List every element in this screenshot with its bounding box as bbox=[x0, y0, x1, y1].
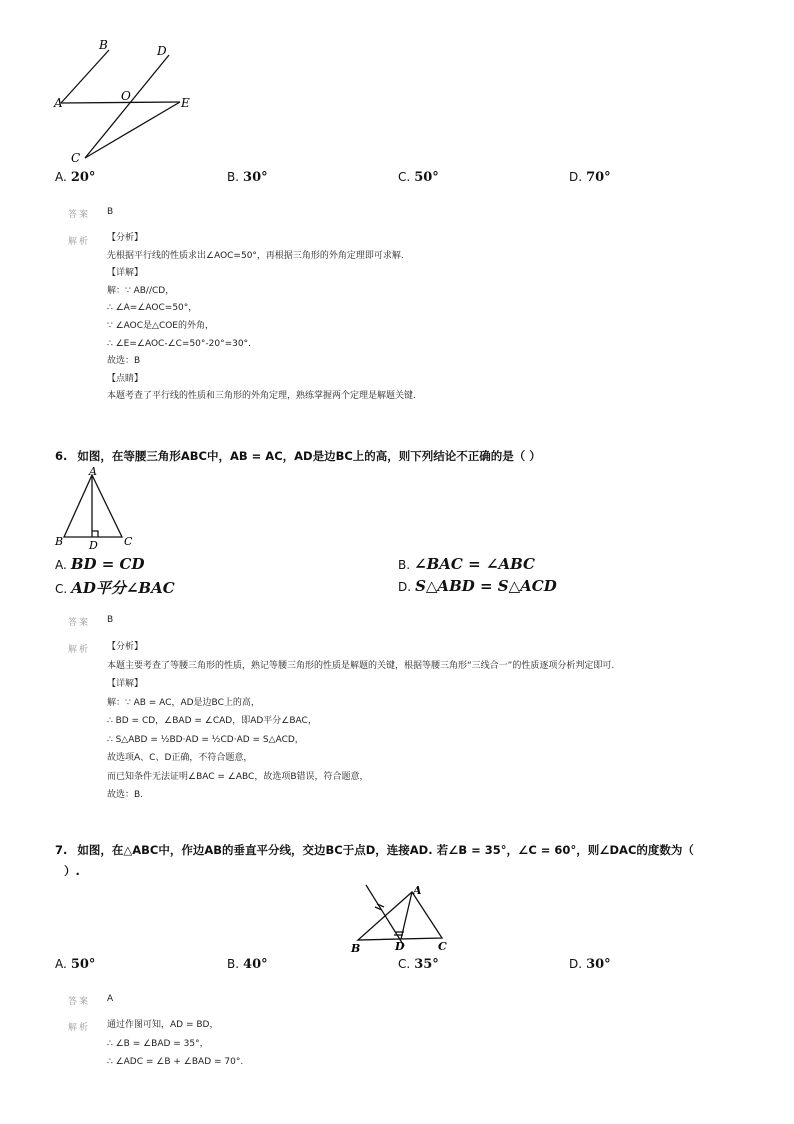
q6-option-b[interactable] bbox=[398, 555, 535, 573]
q7-figure bbox=[348, 880, 453, 958]
solution-line: ∴ BD = CD，∠BAD = ∠CAD，即AD平分∠BAC， bbox=[107, 716, 317, 726]
q7-analysis-label: 解析 bbox=[68, 1023, 91, 1033]
option-value: 40° bbox=[243, 957, 268, 972]
q6-figure bbox=[52, 465, 142, 550]
solution-line: ∴ ∠E=∠AOC-∠C=50°-20°=30°. bbox=[107, 338, 251, 349]
option-letter: D. bbox=[569, 957, 583, 971]
q7-label-b: B bbox=[351, 942, 361, 955]
solution-line: 先根据平行线的性质求出∠AOC=50°，再根据三角形的外角定理即可求解. bbox=[107, 250, 404, 261]
q5-answer-value: B bbox=[107, 207, 114, 217]
q6-analysis-label: 解析 bbox=[68, 645, 91, 655]
solution-line: 解：∵ AB = AC，AD是边BC上的高， bbox=[107, 697, 260, 708]
solution-line: 通过作图可知，AD = BD， bbox=[107, 1020, 219, 1030]
option-letter: A. bbox=[55, 558, 67, 572]
q6-label-d: D bbox=[89, 539, 98, 550]
q5-label-o: O bbox=[121, 89, 131, 103]
solution-line: 故选：B bbox=[107, 356, 141, 367]
option-letter: C. bbox=[398, 170, 411, 184]
option-letter: A. bbox=[55, 957, 67, 971]
q7-answer-value: A bbox=[107, 994, 114, 1004]
option-letter: D. bbox=[398, 580, 412, 594]
solution-line: 故选：B. bbox=[107, 790, 144, 800]
question-text: 如图，在等腰三角形ABC中，AB = AC，AD是边BC上的高，则下列结论不正确的是（ ） bbox=[77, 449, 541, 463]
option-letter: D. bbox=[569, 170, 583, 184]
q6-option-a[interactable] bbox=[55, 555, 144, 573]
option-value: 35° bbox=[414, 957, 439, 972]
option-value: 30° bbox=[586, 957, 611, 972]
q5-answer-label: 答案 bbox=[68, 210, 91, 220]
q7-option-a[interactable] bbox=[55, 957, 95, 972]
option-value: 20° bbox=[70, 170, 96, 185]
option-value: S△ABD = S△ACD bbox=[415, 577, 557, 595]
solution-line: 【点睛】 bbox=[107, 373, 144, 384]
solution-line: 解：∵ AB//CD， bbox=[107, 285, 175, 296]
q5-solution bbox=[107, 230, 416, 406]
q7-solution bbox=[107, 1016, 243, 1072]
q7-option-d[interactable] bbox=[569, 957, 611, 972]
option-letter: B. bbox=[398, 558, 411, 572]
q6-option-c[interactable] bbox=[55, 577, 175, 598]
q7-label-c: C bbox=[438, 940, 447, 953]
option-value: 50° bbox=[70, 957, 96, 972]
q5-option-b[interactable] bbox=[227, 170, 268, 185]
q6-question bbox=[55, 448, 541, 464]
solution-line: 故选项A、C、D正确，不符合题意， bbox=[107, 753, 253, 763]
solution-line: ∴ ∠B = ∠BAD = 35°， bbox=[107, 1038, 209, 1049]
q7-option-c[interactable] bbox=[398, 957, 439, 972]
option-value: AD平分∠BAC bbox=[71, 579, 175, 597]
question-number: 7. bbox=[55, 843, 68, 857]
question-number: 6. bbox=[55, 449, 68, 463]
q7-label-d: D bbox=[395, 940, 405, 953]
q5-analysis-label: 解析 bbox=[68, 237, 91, 247]
q5-option-c[interactable] bbox=[398, 170, 439, 185]
q7-question-cont: ）. bbox=[64, 864, 80, 878]
option-letter: C. bbox=[398, 957, 411, 971]
option-letter: B. bbox=[227, 957, 240, 971]
option-value: ∠BAC = ∠ABC bbox=[414, 555, 535, 573]
option-letter: C. bbox=[55, 582, 68, 596]
q6-solution bbox=[107, 638, 614, 805]
q5-label-c: C bbox=[71, 151, 81, 165]
q5-label-b: B bbox=[99, 40, 108, 52]
solution-line: ∴ ∠ADC = ∠B + ∠BAD = 70°. bbox=[107, 1057, 244, 1067]
solution-line: ∴ S△ABD = ½BD·AD = ½CD·AD = S△ACD， bbox=[107, 734, 304, 745]
q6-option-d[interactable] bbox=[398, 577, 557, 595]
solution-line: 【详解】 bbox=[107, 679, 144, 689]
q5-label-e: E bbox=[181, 96, 190, 110]
solution-line: 【详解】 bbox=[107, 268, 144, 279]
option-letter: A. bbox=[55, 170, 67, 184]
q5-option-d[interactable] bbox=[569, 170, 611, 185]
solution-line: 【分析】 bbox=[107, 642, 144, 652]
q6-label-a: A bbox=[89, 465, 97, 478]
q5-figure bbox=[50, 40, 200, 165]
q5-label-d: D bbox=[157, 44, 167, 58]
q7-option-b[interactable] bbox=[227, 957, 268, 972]
option-value: 50° bbox=[414, 170, 439, 185]
option-value: BD = CD bbox=[70, 555, 145, 573]
solution-line: ∵ ∠AOC是△COE的外角， bbox=[107, 320, 214, 331]
solution-line: 【分析】 bbox=[107, 233, 144, 243]
solution-line: 而已知条件无法证明∠BAC = ∠ABC，故选项B错误，符合题意， bbox=[107, 771, 369, 782]
option-letter: B. bbox=[227, 170, 240, 184]
solution-line: ∴ ∠A=∠AOC=50°， bbox=[107, 303, 198, 314]
q6-answer-value: B bbox=[107, 615, 114, 625]
question-text: 如图，在△ABC中，作边AB的垂直平分线，交边BC于点D，连接AD. 若∠B = 35°，∠C = 60°，则∠DAC的度数为（ bbox=[77, 843, 694, 857]
q7-question bbox=[55, 842, 694, 858]
solution-line: 本题主要考查了等腰三角形的性质，熟记等腰三角形的性质是解题的关键，根据等腰三角形“三线合一”的性质逐项分析判定即可. bbox=[107, 660, 615, 671]
q7-answer-label: 答案 bbox=[68, 997, 91, 1007]
q5-label-a: A bbox=[54, 96, 63, 110]
solution-line: 本题考查了平行线的性质和三角形的外角定理，熟练掌握两个定理是解题关键. bbox=[107, 391, 416, 402]
q5-option-a[interactable] bbox=[55, 170, 95, 185]
q7-label-a: A bbox=[413, 884, 422, 897]
option-value: 30° bbox=[243, 170, 268, 185]
option-value: 70° bbox=[586, 170, 611, 185]
q6-label-b: B bbox=[55, 535, 64, 548]
q6-label-c: C bbox=[124, 535, 133, 548]
q6-answer-label: 答案 bbox=[68, 618, 91, 628]
